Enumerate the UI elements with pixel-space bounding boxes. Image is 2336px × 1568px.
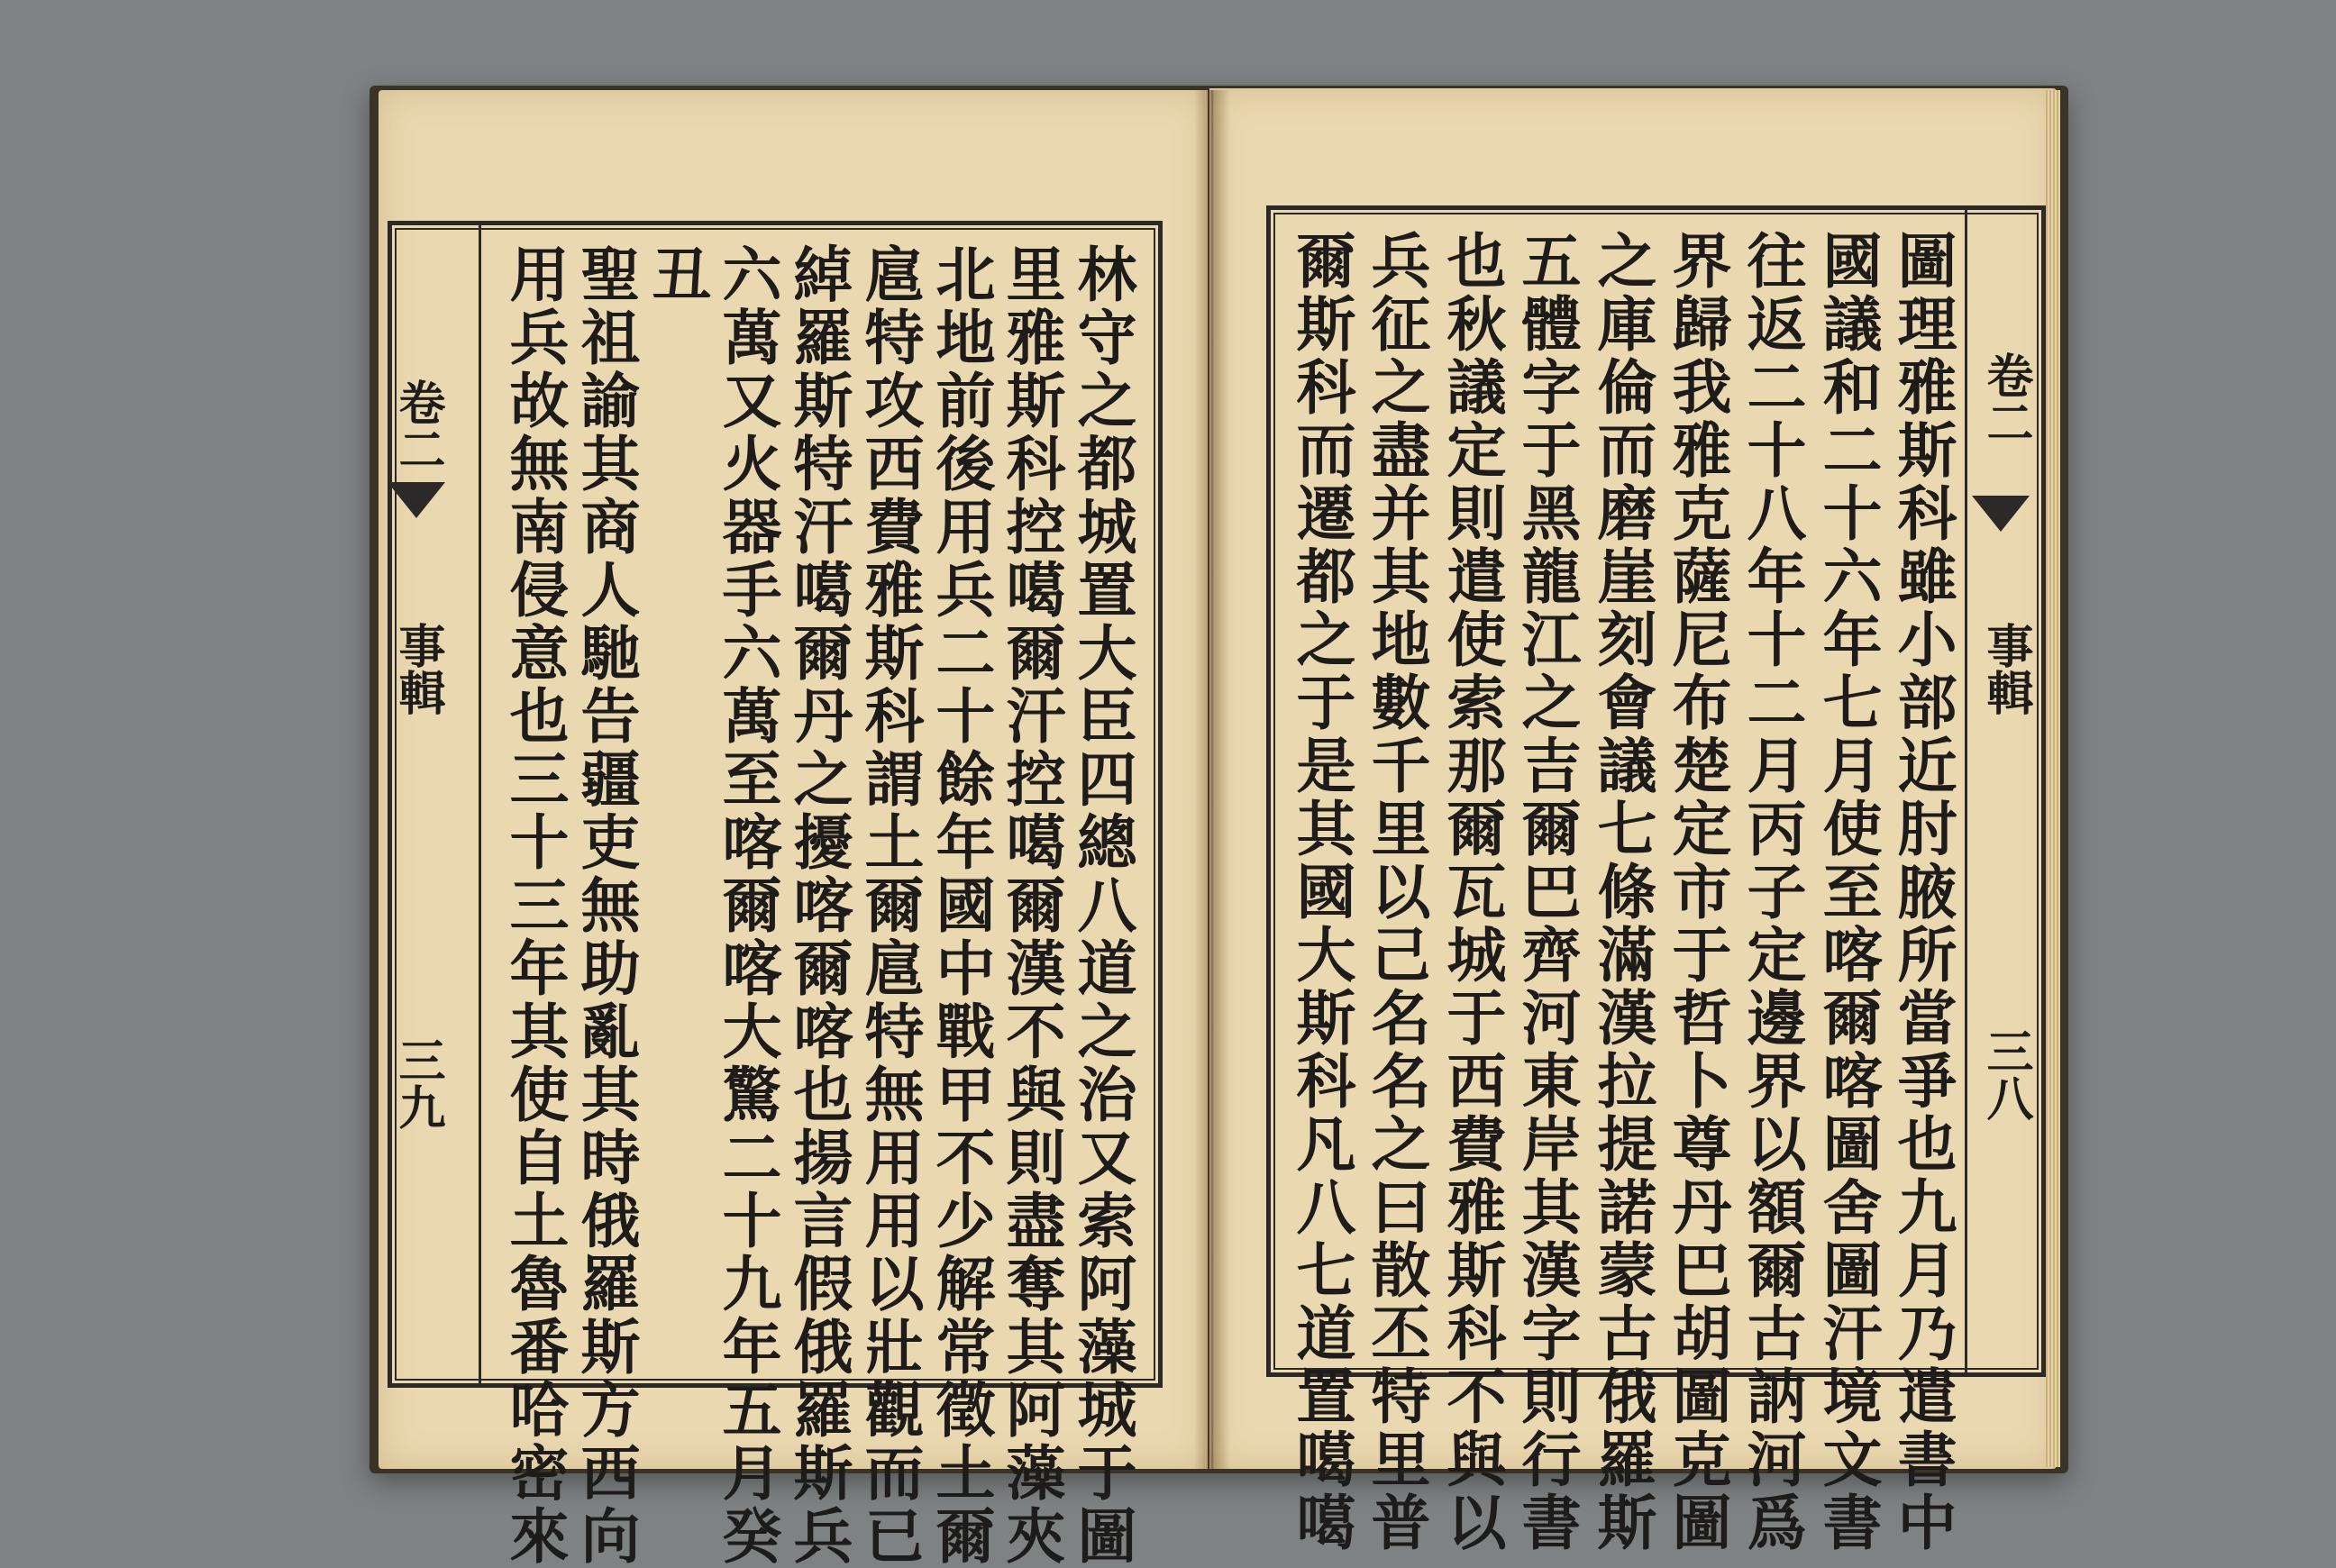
page-edges — [2046, 90, 2060, 1467]
left-text-column-2: 里雅斯科控噶爾汗控噶爾漢不與則盡奪其阿藻夾 — [996, 243, 1066, 1568]
left-margin-volume: 卷二 — [390, 378, 445, 472]
left-text-column-7: 丑 — [642, 243, 712, 306]
left-margin-page-number: 三九 — [390, 1036, 445, 1130]
right-margin-title: 事輯 — [1978, 622, 2033, 716]
right-text-column-8: 兵征之盡并其地數千里以己名名之曰散丕特里普 — [1361, 230, 1431, 1554]
right-text-column-1: 圖理雅斯科雖小部近肘腋所當爭也九月乃遣書中 — [1887, 230, 1957, 1554]
right-text-column-3: 往返二十八年十二月丙子定邊界以額爾古訥河爲 — [1737, 230, 1807, 1554]
left-text-column-8: 聖祖諭其商人馳告疆吏無助亂其時俄羅斯方西向 — [570, 243, 641, 1568]
right-text-column-7: 也秋議定則遣使索那爾瓦城于西費雅斯科不與以 — [1437, 230, 1507, 1554]
left-text-column-1: 林守之都城置大臣四總八道之治又索阿藻城于圖 — [1067, 243, 1137, 1568]
book-gutter — [1194, 90, 1230, 1469]
left-text-column-6: 六萬又火器手六萬至喀爾喀大驚二十九年五月癸 — [712, 243, 782, 1568]
right-text-column-4: 界歸我雅克薩尼布楚定市于哲卜尊丹巴胡圖克圖 — [1662, 230, 1732, 1554]
left-banxin-line — [479, 225, 481, 1383]
right-text-column-9: 爾斯科而遷都之于是其國大斯科凡八七道置噶噶 — [1286, 230, 1356, 1554]
left-text-column-5: 綽羅斯特汗噶爾丹之擾喀爾喀也揚言假俄羅斯兵 — [783, 243, 853, 1568]
right-text-column-5: 之庫倫而磨崖刻會議七條滿漢拉提諾蒙古俄羅斯 — [1587, 230, 1657, 1554]
left-fishtail-mark — [388, 482, 445, 518]
left-text-column-4: 扈特攻西費雅斯科謂土爾扈特無用用以壯觀而已 — [854, 243, 925, 1568]
left-margin-title: 事輯 — [390, 622, 445, 716]
right-fishtail-mark — [1972, 496, 2030, 532]
right-margin-volume: 卷二 — [1978, 351, 2033, 445]
right-text-column-6: 五體字于黑龍江之吉爾巴齊河東岸其漢字則行書 — [1511, 230, 1582, 1554]
right-margin-page-number: 三八 — [1978, 1027, 2033, 1121]
left-text-column-9: 用兵故無南侵意也三十三年其使自土魯番哈密來 — [499, 243, 570, 1568]
right-text-column-2: 國議和二十六年七月使至喀爾喀圖舍圖汗境文書 — [1812, 230, 1883, 1554]
left-text-column-3: 北地前後用兵二十餘年國中戰甲不少解常徵土爾 — [926, 243, 996, 1568]
